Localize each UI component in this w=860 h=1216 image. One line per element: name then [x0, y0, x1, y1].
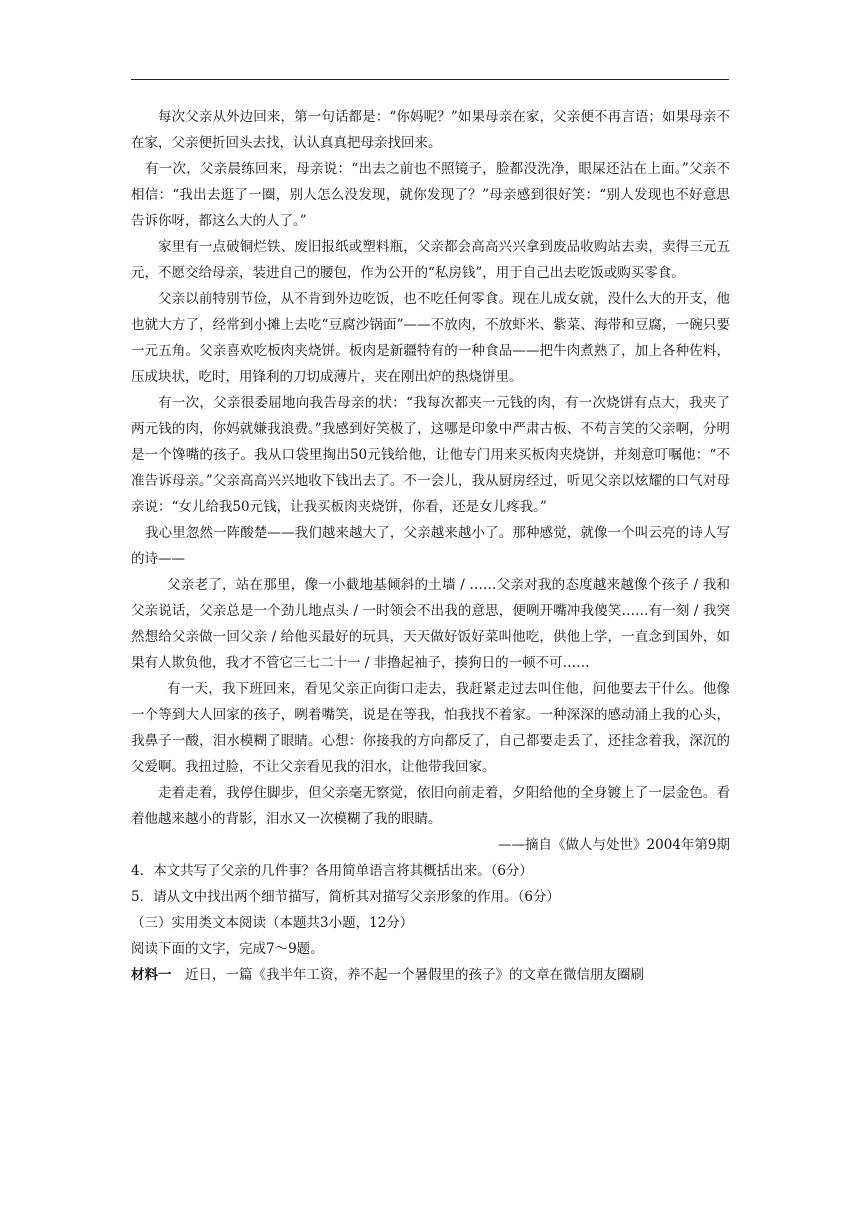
material-paragraph: [131, 962, 730, 988]
section-heading: （三）实用类文本阅读（本题共3小题，12分）: [131, 915, 414, 931]
header-rule: [131, 79, 729, 80]
paragraph: 走着走着，我停住脚步，但父亲毫无察觉，依旧向前走着，夕阳给他的全身镀上了一层金色。看着他越来越小的背影，泪水又一次模糊了我的眼睛。: [131, 785, 730, 827]
paragraph: 我心里忽然一阵酸楚——我们越来越大了，父亲越来越小了。那种感觉，就像一个叫云亮的诗人写的诗——: [131, 525, 730, 567]
source-citation: ——摘自《做人与处世》2004年第9期: [498, 837, 730, 853]
question-5: 5．请从文中找出两个细节描写，简析其对描写父亲形象的作用。（6分）: [131, 889, 560, 905]
paragraph: 父亲以前特别节俭，从不肯到外边吃饭，也不吃任何零食。现在儿成女就，没什么大的开支，他也就大方了，经常到小摊上去吃“豆腐沙锅面”——不放肉，不放虾米、紫菜、海带和豆腐，一碗只要一元五角。父亲喜欢吃板肉夹烧饼。板肉是新疆特有的一种食品——把牛肉煮熟了，加上各种佐料，压成块状，吃时，用锋利的刀切成薄片，夹在刚出炉的热烧饼里。: [131, 291, 730, 385]
paragraph: 有一次，父亲很委屈地向我告母亲的状：“我每次都夹一元钱的肉，有一次烧饼有点大，我夹了两元钱的肉，你妈就嫌我浪费。”我感到好笑极了，这哪是印象中严肃古板、不苟言笑的父亲啊，分明是一个馋嘴的孩子。我从口袋里掏出50元钱给他，让他专门用来买板肉夹烧饼，并刻意叮嘱他：“不准告诉母亲。”父亲高高兴兴地收下钱出去了。不一会儿，我从厨房经过，听见父亲以炫耀的口气对母亲说：“女儿给我50元钱，让我买板肉夹烧饼，你看，还是女儿疼我。”: [131, 395, 730, 515]
instruction-text: 阅读下面的文字，完成7～9题。: [131, 941, 324, 957]
question-4: 4．本文共写了父亲的几件事？各用简单语言将其概括出来。（6分）: [131, 863, 533, 879]
paragraph: 有一次，父亲晨练回来，母亲说：“出去之前也不照镜子，脸都没洗净，眼屎还沾在上面。”父亲不相信：“我出去逛了一圈，别人怎么没发现，就你发现了？”母亲感到很好笑：“别人发现也不好意思告诉你呀，都这么大的人了。”: [131, 161, 730, 229]
paragraph: 有一天，我下班回来，看见父亲正向街口走去，我赶紧走过去叫住他，问他要去干什么。他像一个等到大人回家的孩子，咧着嘴笑，说是在等我，怕我找不着家。一种深深的感动涌上我的心头，我鼻子一酸，泪水模糊了眼睛。心想：你接我的方向都反了，自己都要走丢了，还挂念着我，深沉的父爱啊。我扭过脸，不让父亲看见我的泪水，让他带我回家。: [131, 681, 730, 775]
material-label: 材料一: [131, 967, 172, 983]
reading-passage: [131, 104, 730, 988]
paragraph: 每次父亲从外边回来，第一句话都是：“你妈呢？”如果母亲在家，父亲便不再言语；如果母亲不在家，父亲便折回头去找，认认真真把母亲找回来。: [131, 109, 730, 151]
paragraph: 家里有一点破铜烂铁、废旧报纸或塑料瓶，父亲都会高高兴兴拿到废品收购站去卖，卖得三元五元，不愿交给母亲，装进自己的腰包，作为公开的“私房钱”，用于自己出去吃饭或购买零食。: [131, 239, 730, 281]
poem-quote: 父亲老了，站在那里，像一小截地基倾斜的土墙 / ……父亲对我的态度越来越像个孩子 / 我和父亲说话，父亲总是一个劲儿地点头 / 一时领会不出我的意思，便咧开嘴冲我傻笑……有一刻 / 我突然想给父亲做一回父亲 / 给他买最好的玩具，天天做好饭好菜叫他吃，供他上学，一直念到国外，如果有人欺负他，我才不管它三七二十一 / 非撸起袖子，揍狗日的一顿不可……: [131, 577, 730, 671]
material-text: 近日，一篇《我半年工资，养不起一个暑假里的孩子》的文章在微信朋友圈刷: [185, 967, 644, 983]
